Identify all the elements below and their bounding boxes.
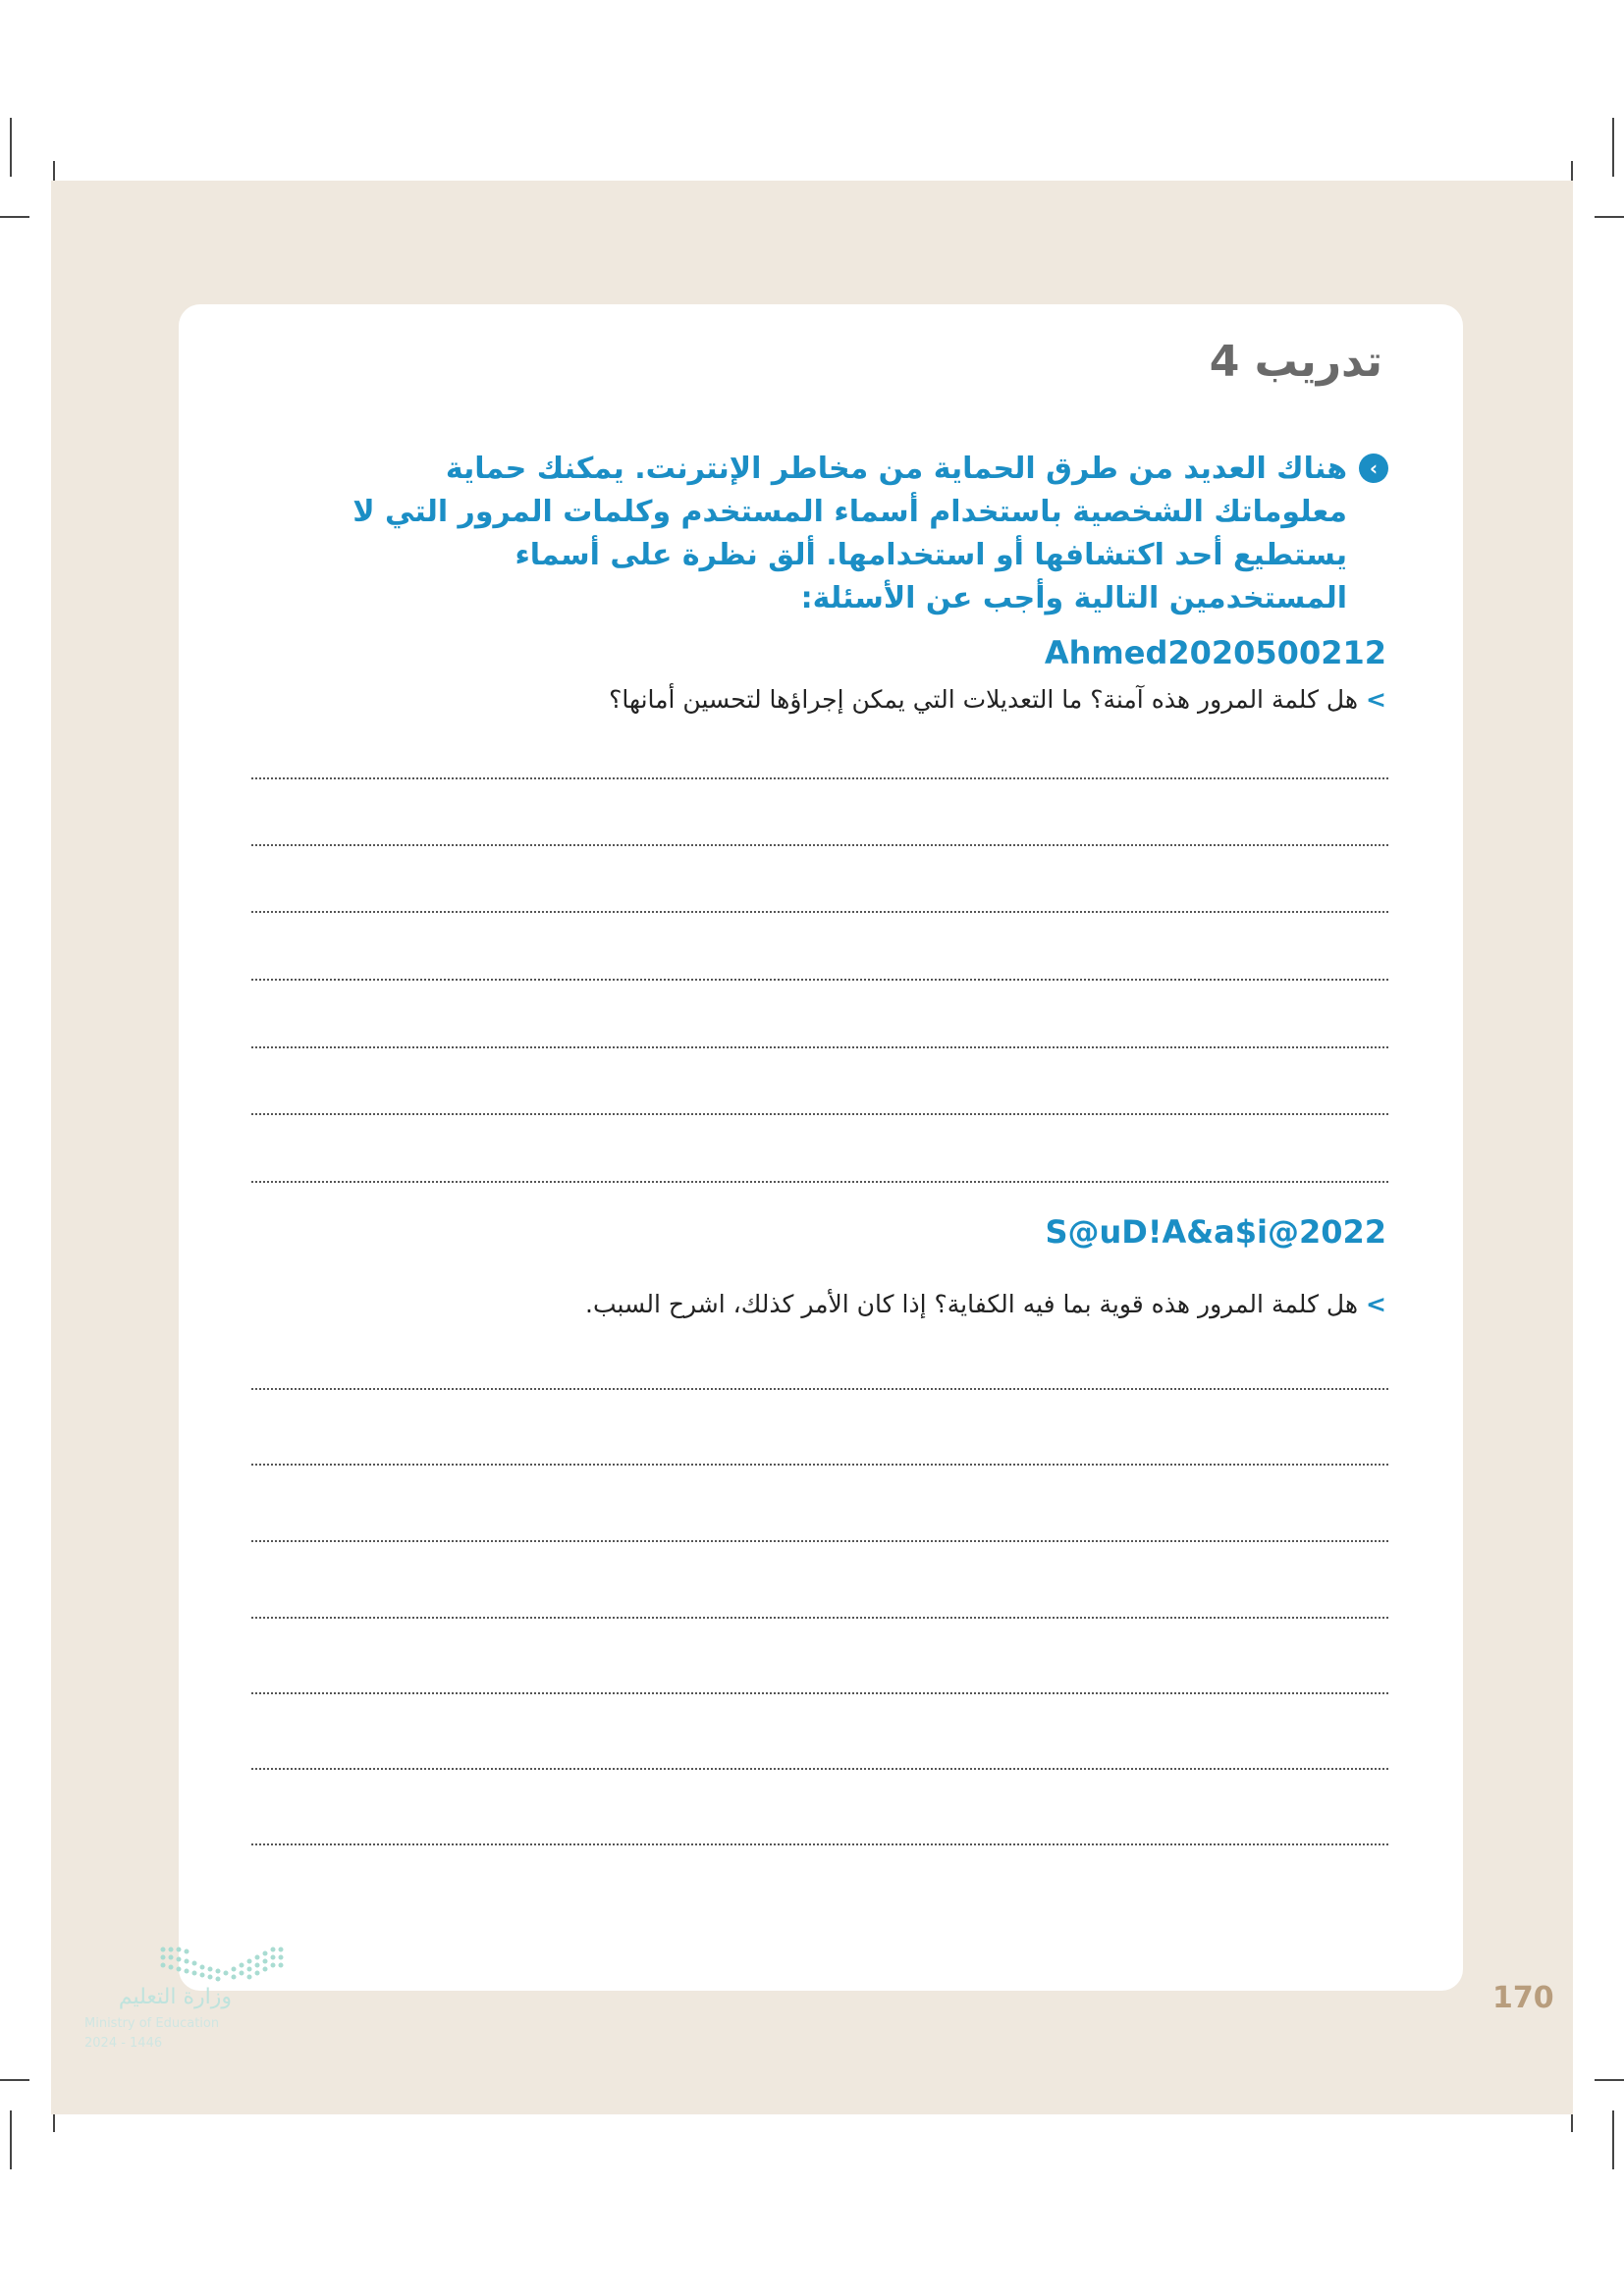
ministry-name-arabic: وزارة التعليم: [118, 1985, 232, 2009]
crop-mark: [1595, 216, 1624, 218]
crop-mark: [1612, 118, 1614, 177]
question-2: [585, 1290, 1386, 1318]
page-number: 170: [1492, 1981, 1554, 2015]
answer-line[interactable]: [251, 1113, 1388, 1115]
question-1: [609, 685, 1386, 714]
question-marker: >: [1366, 1290, 1386, 1318]
ministry-year: 2024 - 1446: [84, 2036, 163, 2051]
chevron-circle-icon: ‹: [1359, 454, 1388, 483]
password-example-1: Ahmed2020500212: [1044, 634, 1386, 671]
page-title: تدريب 4: [1209, 337, 1382, 387]
answer-line[interactable]: [251, 777, 1388, 779]
crop-mark: [1595, 2079, 1624, 2081]
answer-line[interactable]: [251, 911, 1388, 913]
question-2-text: هل كلمة المرور هذه قوية بما فيه الكفاية؟ إذا كان الأمر كذلك، اشرح السبب.: [585, 1290, 1359, 1318]
answer-line[interactable]: [251, 1692, 1388, 1694]
crop-mark: [10, 118, 12, 177]
instruction-text: هناك العديد من طرق الحماية من مخاطر الإنترنت. يمكنك حماية معلوماتك الشخصية باستخدام أسماء المستخدم وكلمات المرور التي لا يستطيع أحد اكتشافها أو استخدامها. ألق نظرة على أسماء المستخدمين التالية وأجب عن الأسئلة:: [352, 452, 1347, 615]
crop-mark: [0, 216, 29, 218]
crop-mark: [0, 2079, 29, 2081]
password-example-2: S@uD!A&a$i@2022: [1045, 1213, 1386, 1251]
answer-line[interactable]: [251, 1046, 1388, 1048]
answer-line[interactable]: [251, 844, 1388, 846]
answer-line[interactable]: [251, 1843, 1388, 1845]
answer-line[interactable]: [251, 1540, 1388, 1542]
answer-line[interactable]: [251, 1181, 1388, 1183]
ministry-name-english: Ministry of Education: [84, 2016, 220, 2031]
crop-mark: [10, 2110, 12, 2169]
answer-line[interactable]: [251, 1388, 1388, 1390]
question-marker: >: [1366, 685, 1386, 714]
answer-line[interactable]: [251, 1768, 1388, 1770]
crop-mark: [1612, 2110, 1614, 2169]
answer-line[interactable]: [251, 1617, 1388, 1619]
answer-line[interactable]: [251, 979, 1388, 981]
question-1-text: هل كلمة المرور هذه آمنة؟ ما التعديلات التي يمكن إجراؤها لتحسين أمانها؟: [609, 685, 1359, 714]
answer-line[interactable]: [251, 1464, 1388, 1466]
ministry-logo: [84, 1944, 310, 2071]
